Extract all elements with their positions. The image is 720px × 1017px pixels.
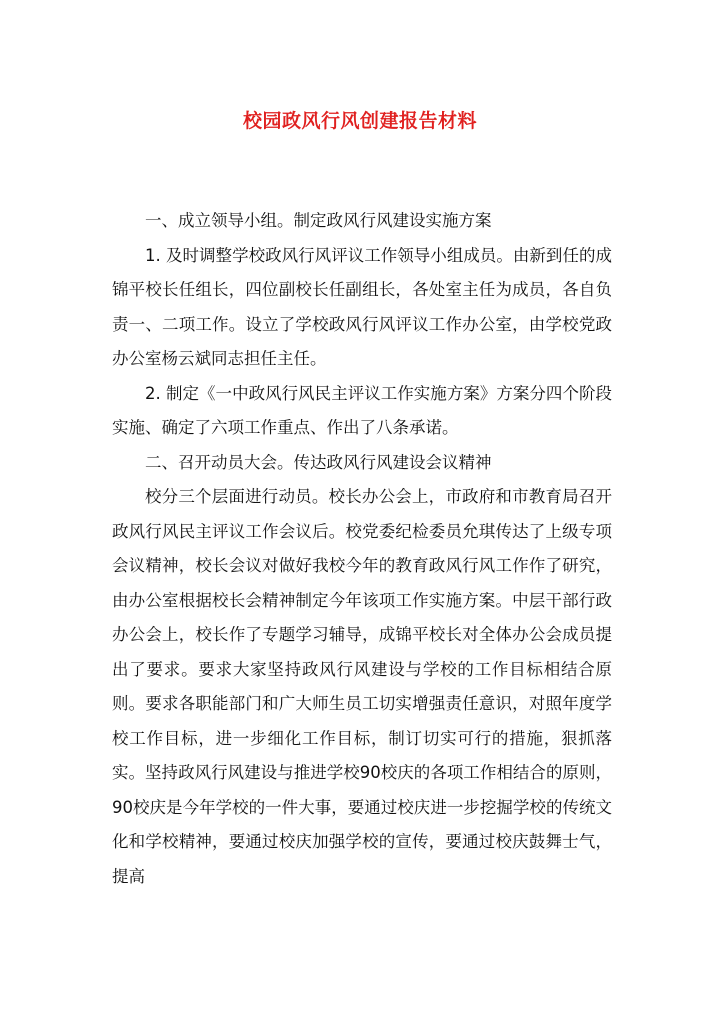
- paragraph-item-1: 1. 及时调整学校政风行风评议工作领导小组成员。由新到任的成锦平校长任组长，四位副校长任副组长，各处室主任为成员，各自负责一、二项工作。设立了学校政风行风评议工作办公室，由学校党政办公室杨云斌同志担任主任。: [112, 245, 612, 368]
- section-heading-1: 一、成立领导小组。制定政风行风建设实施方案: [145, 211, 492, 230]
- section-heading-2: 二、召开动员大会。传达政风行风建设会议精神: [145, 452, 492, 472]
- document-title: 校园政风行风创建报告材料: [242, 109, 477, 132]
- document-body: [112, 204, 612, 894]
- paragraph-item-2: 2. 制定《一中政风行风民主评议工作实施方案》方案分四个阶段实施、确定了六项工作重点、作出了八条承诺。: [112, 383, 612, 437]
- paragraph-body: 校分三个层面进行动员。校长办公会上，市政府和市教育局召开政风行风民主评议工作会议后。校党委纪检委员允琪传达了上级专项会议精神，校长会议对做好我校今年的教育政风行风工作作了研究，由办公室根据校长会精神制定今年该项工作实施方案。中层干部行政办公会上，校长作了专题学习辅导，成锦平校长对全体办公会成员提出了要求。要求大家坚持政风行风建设与学校的工作目标相结合原则。要求各职能部门和广大师生员工切实增强责任意识，对照年度学校工作目标，进一步细化工作目标，制订切实可行的措施，狠抓落实。坚持政风行风建设与推进学校90校庆的各项工作相结合的原则，90校庆是今年学校的一件大事，要通过校庆进一步挖掘学校的传统文化和学校精神，要通过校庆加强学校的宣传，要通过校庆鼓舞士气，提高: [112, 487, 612, 886]
